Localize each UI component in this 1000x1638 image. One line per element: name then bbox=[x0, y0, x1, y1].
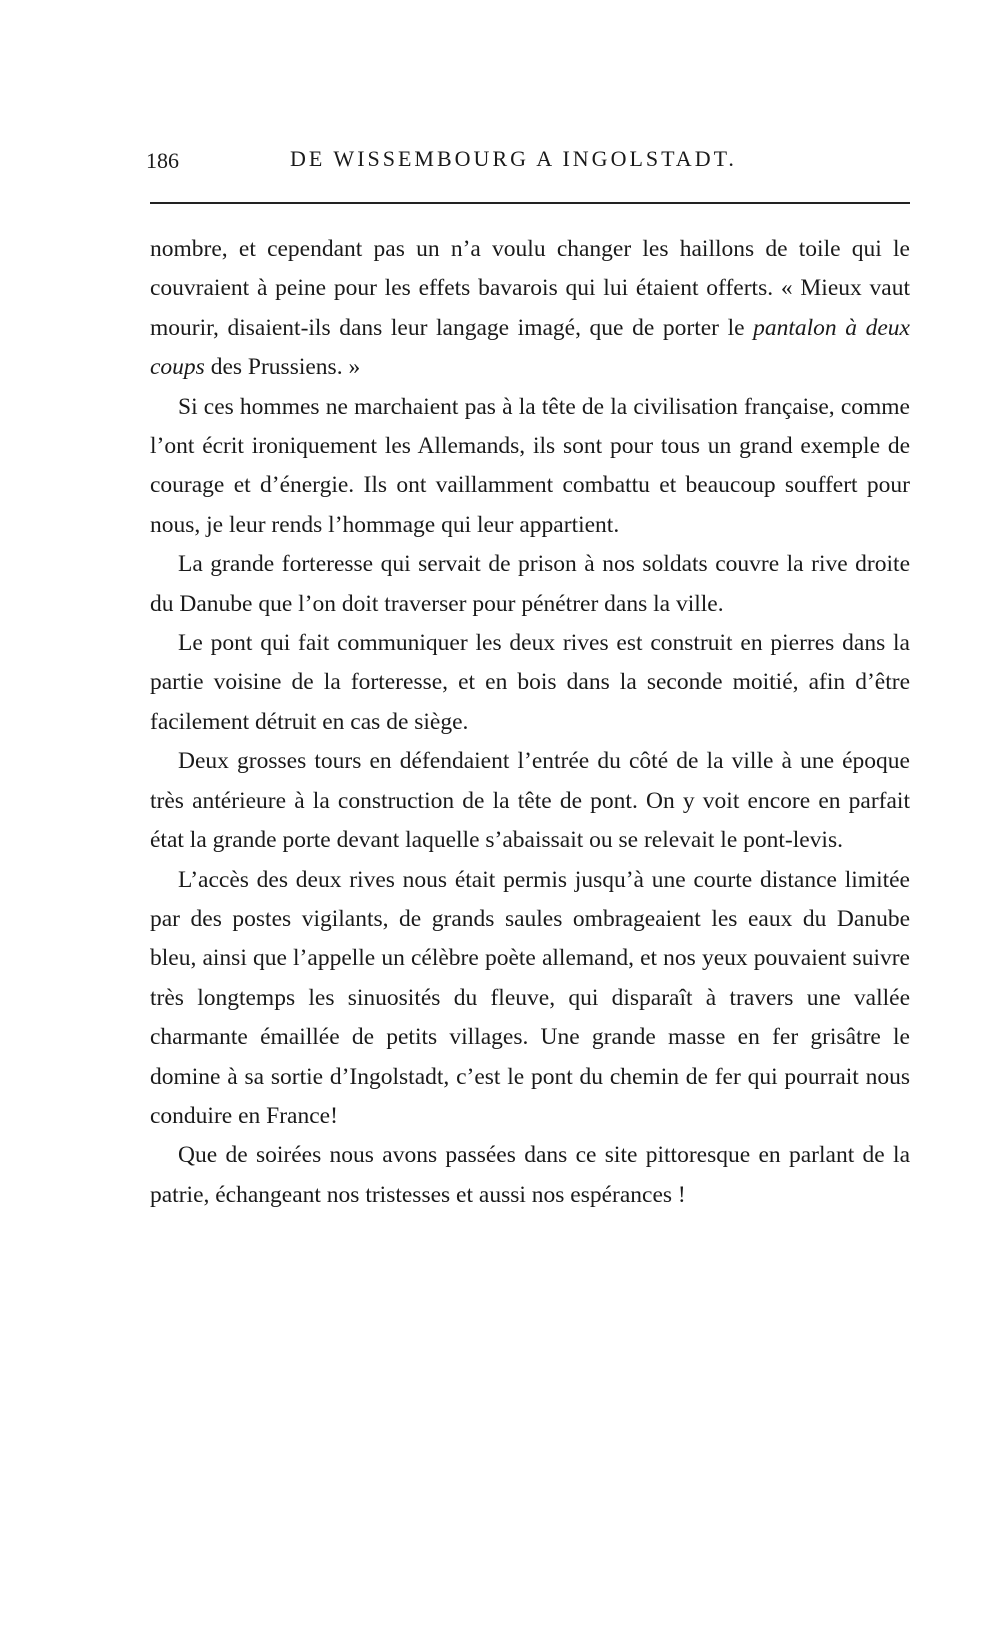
page-number: 186 bbox=[146, 148, 179, 173]
paragraph-3: La grande forteresse qui servait de prison à nos soldats couvre la rive droite du Danube que l’on doit traverser pour pénétrer dans la ville. bbox=[150, 551, 910, 617]
paragraph-6: L’accès des deux rives nous était permis jusqu’à une courte distance limitée par des postes vigilants, de grands saules ombrageaient les eaux du Danube bleu, ainsi que l’appelle un célèbre poète allemand, et nos yeux pouvaient suivre très longtemps les sinuosités du fleuve, qui disparaît à travers une vallée charmante émaillée de petits villages. Une grande masse en fer grisâtre le domine à sa sortie d’Ingolstadt, c’est le pont du chemin de fer qui pourrait nous conduire en France! bbox=[150, 866, 910, 1129]
paragraph-4: Le pont qui fait communiquer les deux rives est construit en pierres dans la partie voisine de la forteresse, et en bois dans la seconde moitié, afin d’être facilement détruit en cas de siège. bbox=[150, 630, 910, 735]
italic-phrase: pantalon à deux coups bbox=[150, 314, 910, 381]
body-text bbox=[150, 230, 910, 1215]
book-page bbox=[146, 140, 910, 1208]
page-header bbox=[146, 140, 910, 180]
paragraph-2: Si ces hommes ne marchaient pas à la tête de la civilisation française, comme l’ont écrit ironiquement les Allemands, ils sont pour tous un grand exemple de courage et d’énergie. Ils ont vaillamment combattu et beaucoup souffert pour nous, je leur rends l’hommage qui leur appartient. bbox=[150, 393, 910, 538]
paragraph-5: Deux grosses tours en défendaient l’entrée du côté de la ville à une époque très antérieure à la construction de la tête de pont. On y voit encore en parfait état la grande porte devant laquelle s’abaissait ou se relevait le pont-levis. bbox=[150, 748, 910, 854]
paragraph-1 bbox=[150, 230, 910, 388]
paragraph-7: Que de soirées nous avons passées dans ce site pittoresque en parlant de la patrie, échangeant nos tristesses et aussi nos espérances ! bbox=[150, 1142, 910, 1208]
paragraph-1-end: des Prussiens. » bbox=[204, 354, 361, 381]
header-rule bbox=[150, 202, 910, 204]
paragraph-1-text: nombre, et cependant pas un n’a voulu changer les haillons de toile qui le couvraient à peine pour les effets bavarois qui lui étaient offerts. « Mieux vaut mourir, disaient-ils dans leur langage imagé, que de porter le bbox=[150, 236, 910, 341]
running-title: DE WISSEMBOURG A INGOLSTADT. bbox=[290, 146, 737, 171]
